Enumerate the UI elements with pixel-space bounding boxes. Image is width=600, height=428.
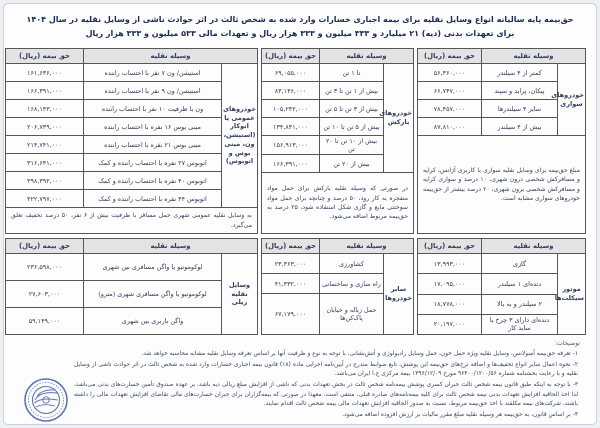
vehicle-column-header: وسیله نقلیه: [320, 49, 414, 64]
table-row: [6, 118, 258, 136]
premium-column-header: حق بیمه (ریال): [262, 49, 320, 64]
table-row: [6, 254, 258, 281]
note-row: [262, 173, 414, 234]
vehicle-cell: سایر ۴ سیلندرها: [482, 100, 558, 118]
premium-column-header: حق بیمه (ریال): [418, 239, 482, 254]
header-row: [418, 239, 586, 254]
table-row: [6, 172, 258, 190]
footnotes-section: [14, 340, 586, 421]
table-row: [418, 64, 586, 82]
premium-cell: ۳۹۸,۳۹۲,۰۰۰: [6, 172, 84, 190]
note-row: [6, 208, 258, 234]
public-note: به وسایل نقلیه عمومی شهری حمل مسافر با ظرفیت بیش از ۶ نفر، ۵۰ درصد تخفیف تعلق می‌گیرد.: [6, 208, 258, 234]
vehicle-cell: مینی بوس ۲۱ نفره با احتساب راننده: [84, 136, 222, 154]
premium-column-header: حق بیمه (ریال): [6, 239, 84, 254]
truck-premium-table: [261, 48, 414, 234]
footnotes-heading: توضیحات:: [554, 340, 580, 347]
premium-cell: ۱۶۶,۳۹۱,۰۰۰: [262, 155, 320, 173]
vehicle-cell: بیش از ۲۰ تن: [320, 155, 384, 173]
vehicle-cell: اتوبوس ۴۰ نفره با احتساب راننده و کمک: [84, 172, 222, 190]
tariff-sheet: [3, 3, 597, 425]
sedans-note: مبلغ حق‌بیمه برای وسایل نقلیه سواری با کاربری آژانس، کرایه و مسافرکش شخصی درون شهری، ۱۰ درصد و سواری کرایه و مسافرکش شخصی برون شهری، ۲۰ درصد بیشتر از حق‌بیمه خودروهای سواری مشابه است.: [418, 136, 586, 234]
footnote-3: ۳- با توجه به اینکه طبق قانون بیمه شخص ثالث جبران کسری پوشش بیمه‌نامه شخص ثالث در بخش تعهدات بدنی که ناشی از افزایش مبلغ ریالی دیه باشد، بر عهده صندوق تأمین خسارت‌های بدنی می‌باشد، لذا اخذ الحاقیه افزایش تعهدات بدنی بیمه شخص ثالث برای کلیه بیمه‌نامه‌های صادره قبلی، منتفی است. معهذا در صورتی که بیمه‌گزاران برای جبران خسارت‌های مالی تقاضای افزایش تعهدات مالی را داشته باشند، شرکت‌های بیمه مکلفند با اخذ حق‌بیمه مربوط، نسبت به صدور الحاقیه افزایش تعهدات مالی بیمه شخص ثالث اقدام نمایند.: [74, 382, 578, 407]
rail-premium-table: [5, 238, 258, 335]
premium-column-header: حق بیمه (ریال): [418, 49, 482, 64]
group-label-motorcycles: موتور سیکلت‌ها: [558, 254, 586, 335]
premium-cell: ۶۹,۰۵۵,۰۰۰: [262, 64, 320, 82]
premium-cell: ۱۵۶,۹۱۳,۰۰۰: [262, 136, 320, 155]
table-row: [262, 64, 414, 82]
title-line-2: برای تعهدات بدنی (دیه) ۲۱ میلیارد و ۳۳۳ میلیون و ۳۳۳ هزار ریال و تعهدات مالی ۵۳۳ میلیون و ۳۳۳ هزار ریال: [85, 29, 515, 38]
public-vehicles-premium-table: [5, 48, 258, 234]
group-label-rail: وسایل نقلیه ریلی: [222, 254, 258, 335]
vehicle-column-header: وسیله نقلیه: [84, 49, 258, 64]
header-row: [418, 49, 586, 64]
premium-cell: ۴۲۲,۷۹۷,۰۰۰: [6, 190, 84, 208]
vehicle-cell: مینی بوس ۱۶ نفره با احتساب راننده: [84, 118, 222, 136]
vehicle-cell: اتوبوس ۴۴ نفره با احتساب راننده و کمک: [84, 190, 222, 208]
header-row: [262, 49, 414, 64]
table-row: [262, 254, 414, 274]
note-row: [418, 136, 586, 234]
vehicle-cell: استیشن/ ون ۹ نفر با احتساب راننده: [84, 82, 222, 100]
vehicle-cell: بیش از ۱ تن تا ۳ تن: [320, 82, 384, 100]
header-row: [6, 239, 258, 254]
vehicle-cell: اتوبوس ۲۷ نفره با احتساب راننده و کمک: [84, 154, 222, 172]
premium-cell: ۶۷,۱۷۹,۰۰۰: [262, 294, 320, 335]
vehicle-cell: استیشن/ ون ۷ نفر با احتساب راننده: [84, 64, 222, 82]
vehicle-cell: بیش از ۵ تن تا ۱۰ تن: [320, 118, 384, 136]
vehicle-cell: بیش از ۱۰ تن تا ۲۰ تن: [320, 136, 384, 155]
premium-cell: ۲۷,۶۰۳,۰۰۰: [6, 281, 84, 308]
table-row: [6, 64, 258, 82]
group-label-other: سایر خودروها: [384, 254, 414, 335]
vehicle-cell: کمتر از ۴ سیلندر: [482, 64, 558, 82]
premium-cell: ۲۳۶,۵۹۸,۰۰۰: [6, 254, 84, 281]
premium-cell: ۱۳,۹۹۳,۰۰۰: [418, 254, 482, 274]
premium-cell: ۴۱,۳۳۲,۰۰۰: [262, 274, 320, 294]
premium-cell: ۳۱۶,۶۴۱,۰۰۰: [6, 154, 84, 172]
document-title: [14, 13, 586, 41]
vehicle-cell: لوکوموتیو یا واگن مسافری بین شهری: [84, 254, 222, 281]
motorcycle-premium-table: [417, 238, 586, 335]
premium-cell: ۸۷,۸۱۰,۰۰۰: [418, 118, 482, 136]
footnote-2: ۲- نحوه اعمال سایر انواع تخفیف‌ها و اضافه نرخ‌های حق‌بیمه این پوشش، تابع ضوابط مندرج در آیین‌نامه اجرایی ماده (۱۸) قانون بیمه اجباری خسارات وارد شده به شخص ثالث در اثر حوادث ناشی از وسایل نقلیه و با رعایت بخشنامه شماره ۹۶۴۰۰/۱۲۰۰/۵۶ مورخ ۱۳۹۶/۱۲/۰۹ بیمه مرکزی ج.ا ایران می‌باشد.: [74, 362, 578, 378]
premium-cell: ۵۶,۳۶۰,۰۰۰: [418, 64, 482, 82]
vehicle-column-header: وسیله نقلیه: [320, 239, 414, 254]
premium-column-header: حق بیمه (ریال): [262, 239, 320, 254]
table-row: [418, 254, 586, 274]
vehicle-cell: ون با ظرفیت ۱۰ نفر با احتساب راننده: [84, 100, 222, 118]
premium-cell: ۲۳,۳۶۳,۰۰۰: [262, 254, 320, 274]
premium-cell: ۷۸,۴۵۷,۰۰۰: [418, 100, 482, 118]
vehicle-cell: دنده‌ای دارای ۳ چرخ یا ساید کار: [482, 314, 558, 334]
premium-cell: ۱۳۴,۸۴۱,۰۰۰: [262, 118, 320, 136]
footnote-4: ۴- بر اساس قانون، به حق‌بیمه هر وسیله نقلیه مبلغ مقرر مالیات بر ارزش افزوده اضافه می‌شود.: [342, 411, 578, 418]
premium-cell: ۱۶۶,۳۹۱,۰۰۰: [6, 82, 84, 100]
vehicle-cell: حمل زباله و خیابان پاک‌کن‌ها: [320, 294, 384, 335]
vehicle-cell: بیش از ۳ تن تا ۵ تن: [320, 100, 384, 118]
table-row: [6, 154, 258, 172]
header-row: [262, 239, 414, 254]
vehicle-cell: پیکان، پراید و سپند: [482, 82, 558, 100]
vehicle-cell: کشاورزی: [320, 254, 384, 274]
other-vehicles-premium-table: [261, 238, 414, 335]
header-row: [6, 49, 258, 64]
vehicle-cell: واگن باربری بین شهری: [84, 308, 222, 335]
premium-cell: ۲۱۴,۷۴۱,۰۰۰: [6, 136, 84, 154]
premium-cell: ۵۹,۱۴۹,۰۰۰: [6, 308, 84, 335]
premium-cell: ۱۰۵,۲۴۲,۰۰۰: [262, 100, 320, 118]
group-label-trucks: خودروهای بارکش: [384, 64, 414, 173]
premium-cell: ۱۶۱,۶۳۶,۰۰۰: [6, 64, 84, 82]
table-row: [6, 308, 258, 335]
vehicle-cell: ۲ سیلندر و به بالا: [482, 294, 558, 314]
vehicle-column-header: وسیله نقلیه: [84, 239, 258, 254]
table-row: [6, 136, 258, 154]
vehicle-cell: راه سازی و ساختمانی: [320, 274, 384, 294]
premium-cell: ۲۰۶,۷۳۹,۰۰۰: [6, 118, 84, 136]
bottom-tables-row: [14, 238, 586, 335]
vehicle-column-header: وسیله نقلیه: [482, 239, 586, 254]
trucks-note: در صورتی که وسیله نقلیه بارکش برای حمل مواد منفجره به کار رود، ۵۰ درصد و چنانچه برای حمل مواد سوختنی مایع و گازی شکل استفاده شود، ۲۵ درصد به حق‌بیمه مربوط اضافه می‌شود.: [262, 173, 414, 234]
footnote-1: ۱- تعرفه حق‌بیمه آمبولانس، وسایل نقلیه ویژه حمل خون، حمل وسایل رادیولوژی و آتش‌نشانی، با توجه به نوع و ظرفیت آنها بر اساس تعرفه وسایل نقلیه مشابه محاسبه خواهد شد.: [141, 351, 578, 357]
top-tables-row: [11, 48, 586, 234]
vehicle-cell: تا ۱ تن: [320, 64, 384, 82]
table-row: [6, 100, 258, 118]
vehicle-cell: گازی: [482, 254, 558, 274]
premium-cell: ۸۳,۱۴۶,۰۰۰: [262, 82, 320, 100]
premium-cell: ۲۰,۱۹۷,۰۰۰: [418, 314, 482, 334]
table-row: [6, 281, 258, 308]
group-label-public: خودروهای عمومی یا اتوکار (استیشن، ون، مینی بوس و اتوبوس): [222, 64, 258, 208]
premium-cell: ۶۶,۷۴۷,۰۰۰: [418, 82, 482, 100]
premium-cell: ۱۷,۰۹۵,۰۰۰: [418, 274, 482, 294]
central-insurance-stamp-icon: [20, 377, 72, 423]
vehicle-cell: لوکوموتیو یا واگن مسافری شهری (مترو): [84, 281, 222, 308]
vehicle-column-header: وسیله نقلیه: [482, 49, 586, 64]
vehicle-cell: بیش از ۴ سیلندر: [482, 118, 558, 136]
group-label-sedans: خودروهای سواری: [558, 64, 586, 136]
title-line-1: حق‌بیمه پایه سالیانه انواع وسایل نقلیه برای بیمه اجباری خسارات وارد شده به شخص ثالث در اثر حوادث ناشی از وسایل نقلیه در سال ۱۴۰۴: [26, 15, 574, 24]
premium-column-header: حق بیمه (ریال): [6, 49, 84, 64]
vehicle-cell: دنده‌ای ۱ سیلندر: [482, 274, 558, 294]
sedan-premium-table: [417, 48, 586, 234]
table-row: [6, 190, 258, 208]
premium-cell: ۱۶۸,۱۴۳,۰۰۰: [6, 100, 84, 118]
table-row: [6, 82, 258, 100]
premium-cell: ۱۸,۷۷۸,۰۰۰: [418, 294, 482, 314]
